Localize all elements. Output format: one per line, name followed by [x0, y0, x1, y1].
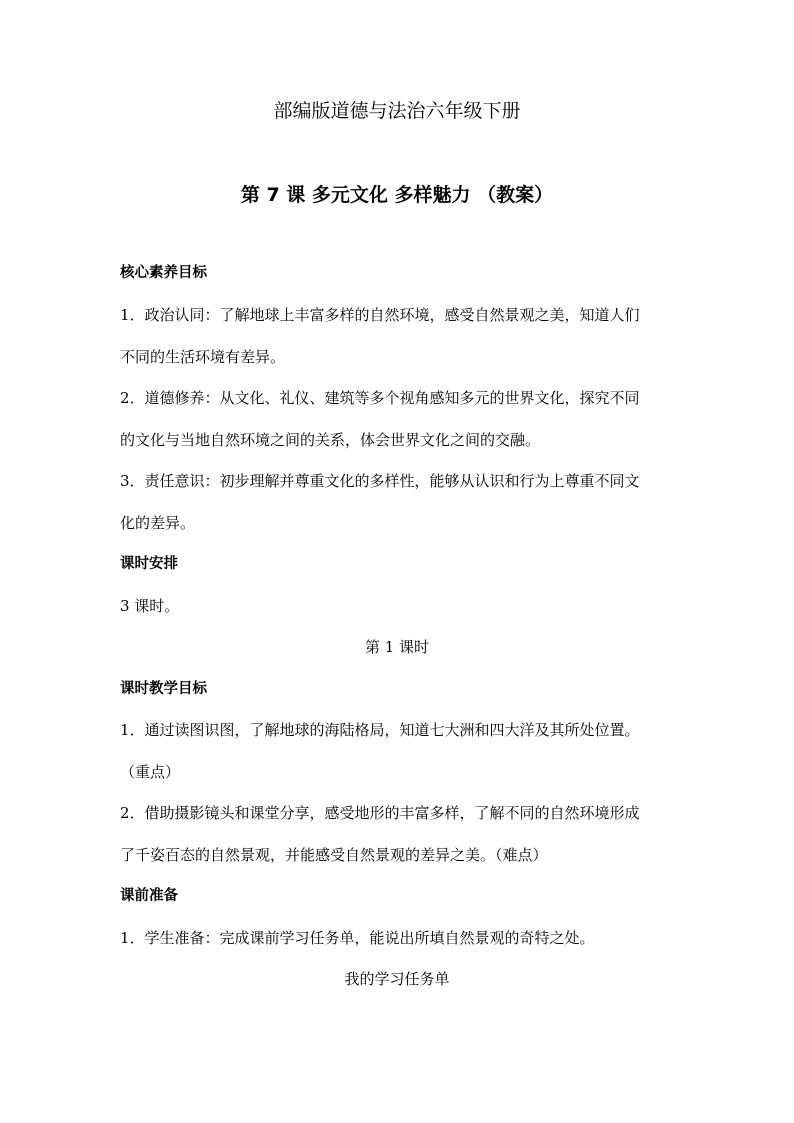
core-goals-heading: 核心素养目标 [120, 265, 207, 281]
schedule-text: 3 课时。 [120, 597, 180, 615]
period-goal-1-line1: 1．通过读图识图，了解地球的海陆格局，知道七大洲和四大洋及其所处位置。 [120, 721, 640, 739]
period-title: 第 1 课时 [364, 638, 430, 656]
core-goal-2-line1: 2．道德修养：从文化、礼仪、建筑等多个视角感知多元的世界文化，探究不同 [120, 389, 640, 407]
period-goals-heading: 课时教学目标 [120, 681, 207, 697]
period-goal-2-line1: 2．借助摄影镜头和课堂分享，感受地形的丰富多样，了解不同的自然环境形成 [120, 804, 640, 822]
core-goal-3-line1: 3．责任意识：初步理解并尊重文化的多样性，能够从认识和行为上尊重不同文 [120, 472, 640, 490]
core-goal-3-line2: 化的差异。 [120, 514, 196, 532]
core-goal-1-line2: 不同的生活环境有差异。 [120, 348, 286, 366]
prep-heading: 课前准备 [120, 888, 178, 904]
lesson-title: 第 7 课 多元文化 多样魅力 （教案） [240, 184, 554, 206]
document-title: 部编版道德与法治六年级下册 [273, 100, 521, 122]
core-goal-1-line1: 1．政治认同：了解地球上丰富多样的自然环境，感受自然景观之美，知道人们 [120, 306, 640, 324]
schedule-heading: 课时安排 [120, 556, 178, 572]
core-goal-2-line2: 的文化与当地自然环境之间的关系，体会世界文化之间的交融。 [120, 431, 541, 449]
period-goal-1-line2: （重点） [120, 763, 181, 781]
task-sheet-title: 我的学习任务单 [344, 970, 450, 988]
period-goal-2-line2: 了千姿百态的自然景观，并能感受自然景观的差异之美。（难点） [120, 846, 548, 864]
prep-item-1: 1．学生准备：完成课前学习任务单，能说出所填自然景观的奇特之处。 [120, 929, 595, 947]
